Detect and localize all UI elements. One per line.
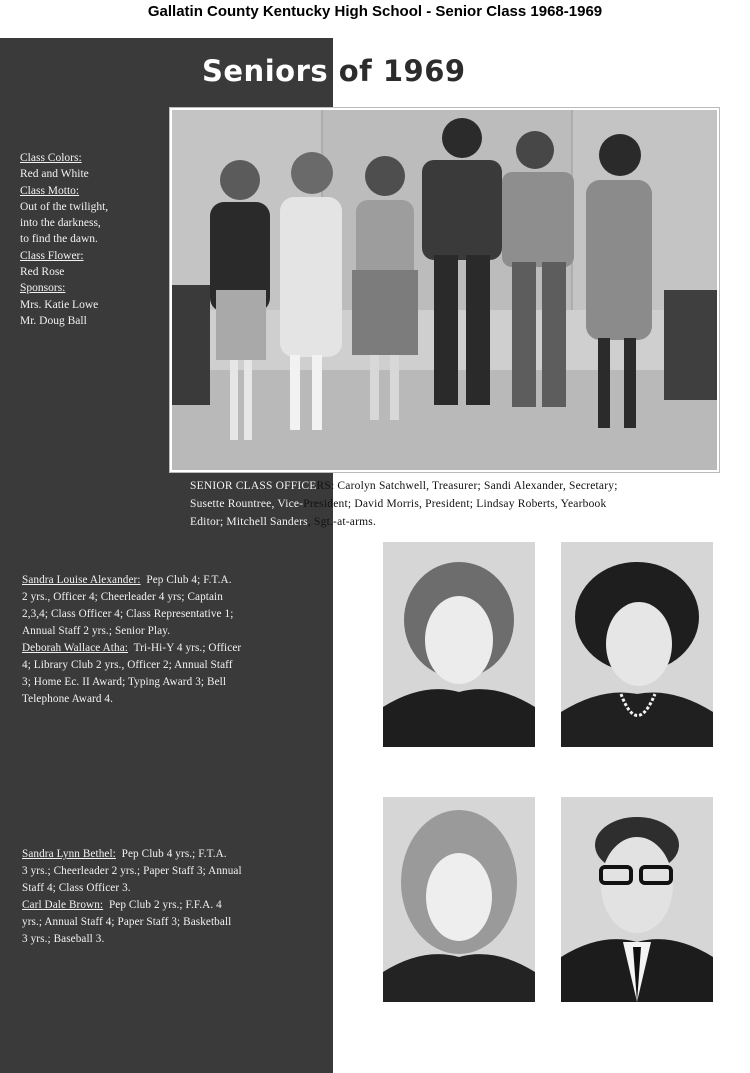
class-colors-value: Red and White xyxy=(20,168,89,181)
student-name: Sandra Louise Alexander: xyxy=(22,574,141,586)
caption-line2-a: Susette Rountree, Vice- xyxy=(190,498,304,510)
class-motto-line: to find the dawn. xyxy=(20,233,98,246)
bio-block-1 xyxy=(22,572,322,708)
caption-line2-b: President; David Morris, President; Lindsay Roberts, Yearbook xyxy=(303,498,607,510)
caption-line3-a: Editor; Mitchell Sanders xyxy=(190,516,308,528)
officers-caption xyxy=(190,477,710,531)
class-motto-label: Class Motto: xyxy=(20,184,80,197)
bio-line: Staff 4; Class Officer 3. xyxy=(22,882,131,894)
sponsors-label: Sponsors: xyxy=(20,282,66,295)
bio-line: Pep Club 4 yrs.; F.T.A. xyxy=(121,848,227,860)
sponsor-name: Mrs. Katie Lowe xyxy=(20,298,99,311)
caption-line1-b: RS: Carolyn Satchwell, Treasurer; Sandi Alexander, Secretary; xyxy=(316,480,618,492)
bio-line: Pep Club 2 yrs.; F.F.A. 4 xyxy=(108,899,222,911)
page-header: Gallatin County Kentucky High School - Senior Class 1968-1969 xyxy=(147,3,603,20)
title-year: of 1969 xyxy=(328,54,466,88)
portrait-carl-brown xyxy=(561,797,713,1002)
bio-line: Annual Staff 2 yrs.; Senior Play. xyxy=(22,625,171,637)
bio-line: 3; Home Ec. II Award; Typing Award 3; Bell xyxy=(22,676,227,688)
portrait-sandra-alexander xyxy=(383,542,535,747)
class-flower-label: Class Flower: xyxy=(20,249,84,262)
portrait-sandra-bethel xyxy=(383,797,535,1002)
student-name: Carl Dale Brown: xyxy=(22,899,104,911)
bio-line: 2,3,4; Class Officer 4; Class Representative 1; xyxy=(22,608,234,620)
sponsor-name: Mr. Doug Ball xyxy=(20,314,87,327)
student-name: Sandra Lynn Bethel: xyxy=(22,848,116,860)
bio-line: Pep Club 4; F.T.A. xyxy=(146,574,232,586)
class-info-sidebar xyxy=(20,150,190,329)
caption-line3-b: , Sgt.-at-arms. xyxy=(307,516,377,528)
bio-line: 3 yrs.; Baseball 3. xyxy=(22,933,105,945)
portrait-deborah-atha xyxy=(561,542,713,747)
class-motto-line: Out of the twilight, xyxy=(20,200,109,213)
bio-line: yrs.; Annual Staff 4; Paper Staff 3; Basketball xyxy=(22,916,232,928)
student-name: Deborah Wallace Atha: xyxy=(22,642,128,654)
officers-group-photo xyxy=(170,108,719,472)
bio-line: 3 yrs.; Cheerleader 2 yrs.; Paper Staff 3; Annual xyxy=(22,865,242,877)
page-title xyxy=(202,54,466,94)
class-motto-line: into the darkness, xyxy=(20,217,101,230)
bio-block-2 xyxy=(22,846,322,948)
bio-line: 2 yrs., Officer 4; Cheerleader 4 yrs; Captain xyxy=(22,591,223,603)
bio-line: Tri-Hi-Y 4 yrs.; Officer xyxy=(133,642,242,654)
bio-line: 4; Library Club 2 yrs., Officer 2; Annual Staff xyxy=(22,659,233,671)
class-flower-value: Red Rose xyxy=(20,266,65,279)
bio-line: Telephone Award 4. xyxy=(22,693,114,705)
title-seniors: Seniors xyxy=(202,54,329,88)
caption-line1-a: SENIOR CLASS OFFICE xyxy=(190,480,317,492)
class-colors-label: Class Colors: xyxy=(20,152,82,164)
